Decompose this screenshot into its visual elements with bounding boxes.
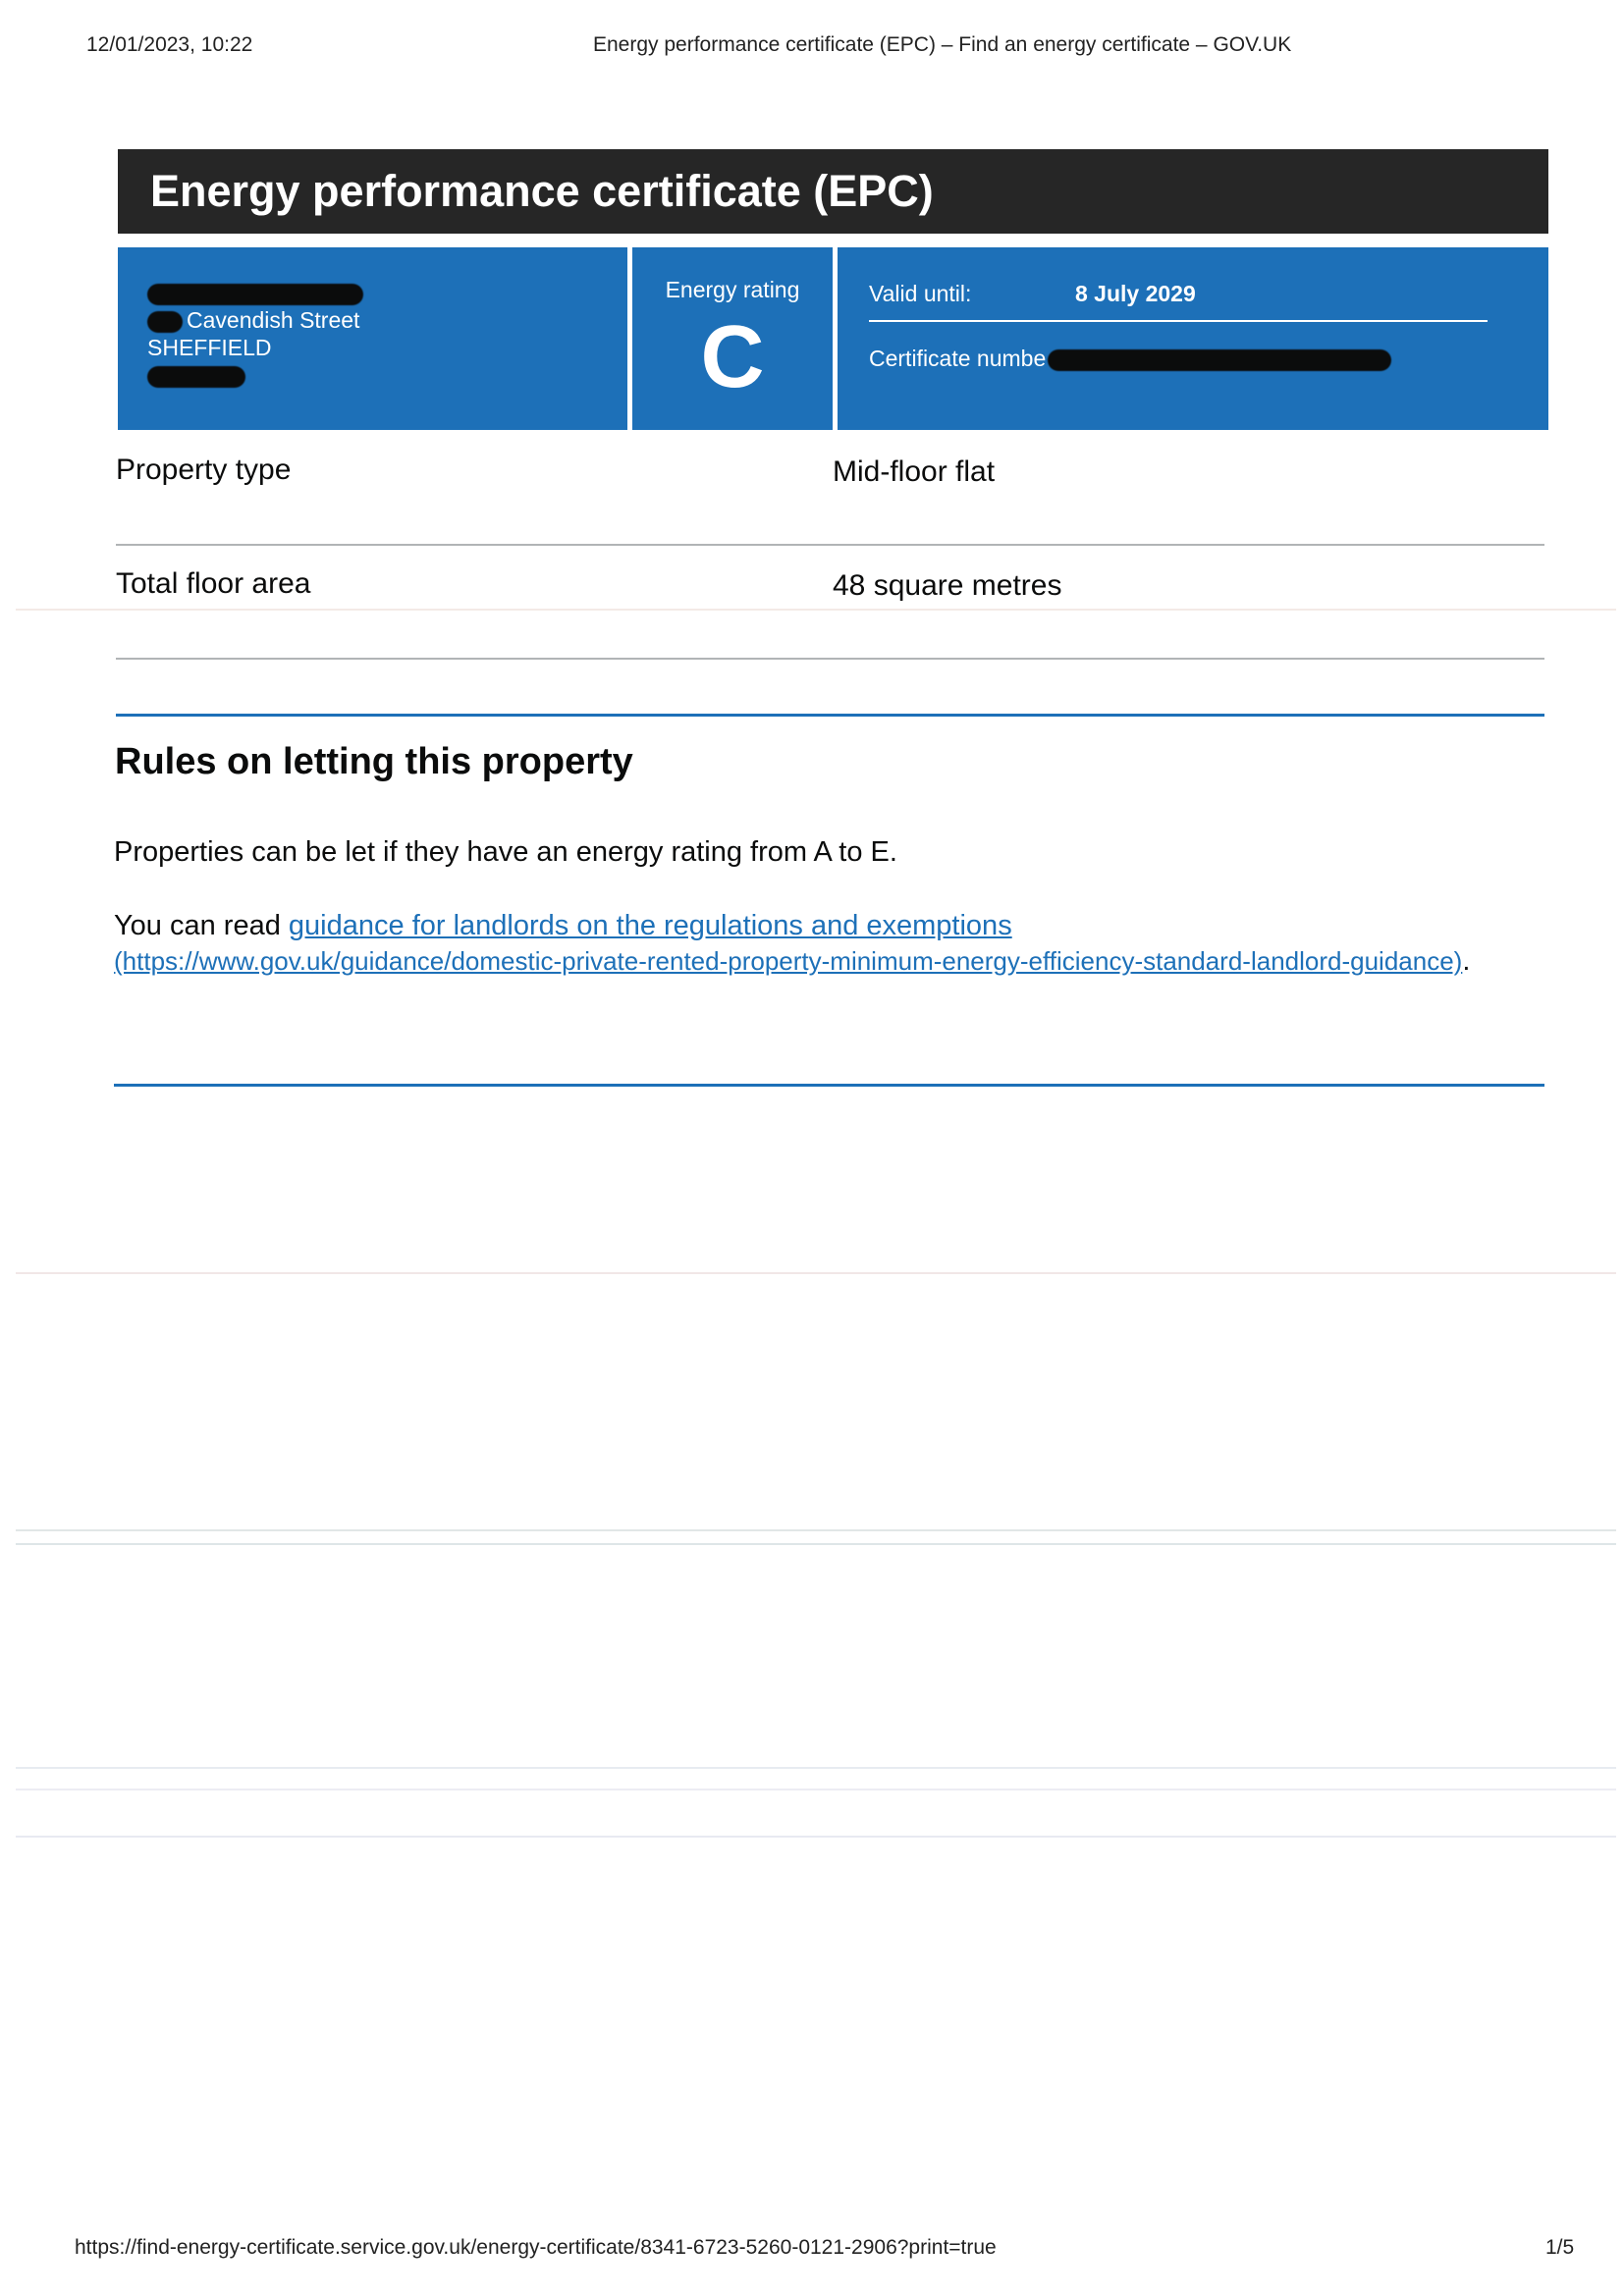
print-datetime: 12/01/2023, 10:22 xyxy=(86,33,253,56)
fact-value: Mid-floor flat xyxy=(833,455,996,488)
section-divider xyxy=(114,1084,1544,1087)
property-facts xyxy=(116,432,1544,660)
scan-artifact xyxy=(16,1543,1616,1545)
certificate-number-label: Certificate numbe xyxy=(869,346,1047,371)
section-divider xyxy=(116,714,1544,717)
print-page-title: Energy performance certificate (EPC) – Find an energy certificate – GOV.UK xyxy=(593,33,1292,56)
energy-rating-value: C xyxy=(700,308,765,406)
epc-title-banner: Energy performance certificate (EPC) xyxy=(118,149,1548,234)
guidance-url-link[interactable]: (https://www.gov.uk/guidance/domestic-private-rented-property-minimum-energy-efficiency-standard-landlord-guidance) xyxy=(114,946,1463,976)
epc-summary xyxy=(118,247,1548,432)
fact-value: 48 square metres xyxy=(833,569,1062,602)
guidance-link[interactable]: guidance for landlords on the regulations and exemptions xyxy=(288,910,1012,941)
scan-artifact xyxy=(16,1272,1616,1274)
guidance-paragraph xyxy=(114,908,1489,979)
redaction-mark xyxy=(147,284,363,305)
guidance-prefix: You can read xyxy=(114,910,289,941)
valid-until-label: Valid until: xyxy=(869,281,972,306)
redaction-mark xyxy=(1048,349,1391,371)
scan-artifact xyxy=(16,1836,1616,1838)
page-number: 1/5 xyxy=(1545,2236,1575,2259)
address-line-2 xyxy=(147,306,363,334)
address-line-1 xyxy=(147,279,363,306)
print-url: https://find-energy-certificate.service.gov.uk/energy-certificate/8341-6723-5260-0121-2906?print=true xyxy=(75,2236,997,2259)
fact-row-floor-area xyxy=(116,546,1544,660)
redaction-mark xyxy=(147,311,183,333)
energy-rating-label: Energy rating xyxy=(665,277,800,302)
property-address xyxy=(147,279,363,389)
valid-until-value: 8 July 2029 xyxy=(1075,281,1196,306)
valid-until-row xyxy=(869,281,1488,322)
address-line-3: SHEFFIELD xyxy=(147,335,272,360)
scan-artifact xyxy=(16,1789,1616,1790)
address-street: Cavendish Street xyxy=(187,307,360,333)
scan-artifact xyxy=(16,1767,1616,1769)
certificate-number-row xyxy=(869,346,1391,372)
fact-label: Property type xyxy=(116,454,292,486)
energy-rating-panel xyxy=(632,247,833,430)
scan-artifact xyxy=(16,609,1616,611)
redaction-mark xyxy=(147,366,245,388)
rules-heading: Rules on letting this property xyxy=(115,741,633,782)
guidance-suffix: . xyxy=(1462,945,1471,977)
scan-artifact xyxy=(16,1529,1616,1531)
address-panel xyxy=(118,247,627,430)
fact-row-property-type xyxy=(116,432,1544,546)
validity-panel xyxy=(838,247,1548,430)
address-line-4 xyxy=(147,361,363,389)
fact-label: Total floor area xyxy=(116,567,311,600)
rules-paragraph: Properties can be let if they have an energy rating from A to E. xyxy=(114,836,897,868)
